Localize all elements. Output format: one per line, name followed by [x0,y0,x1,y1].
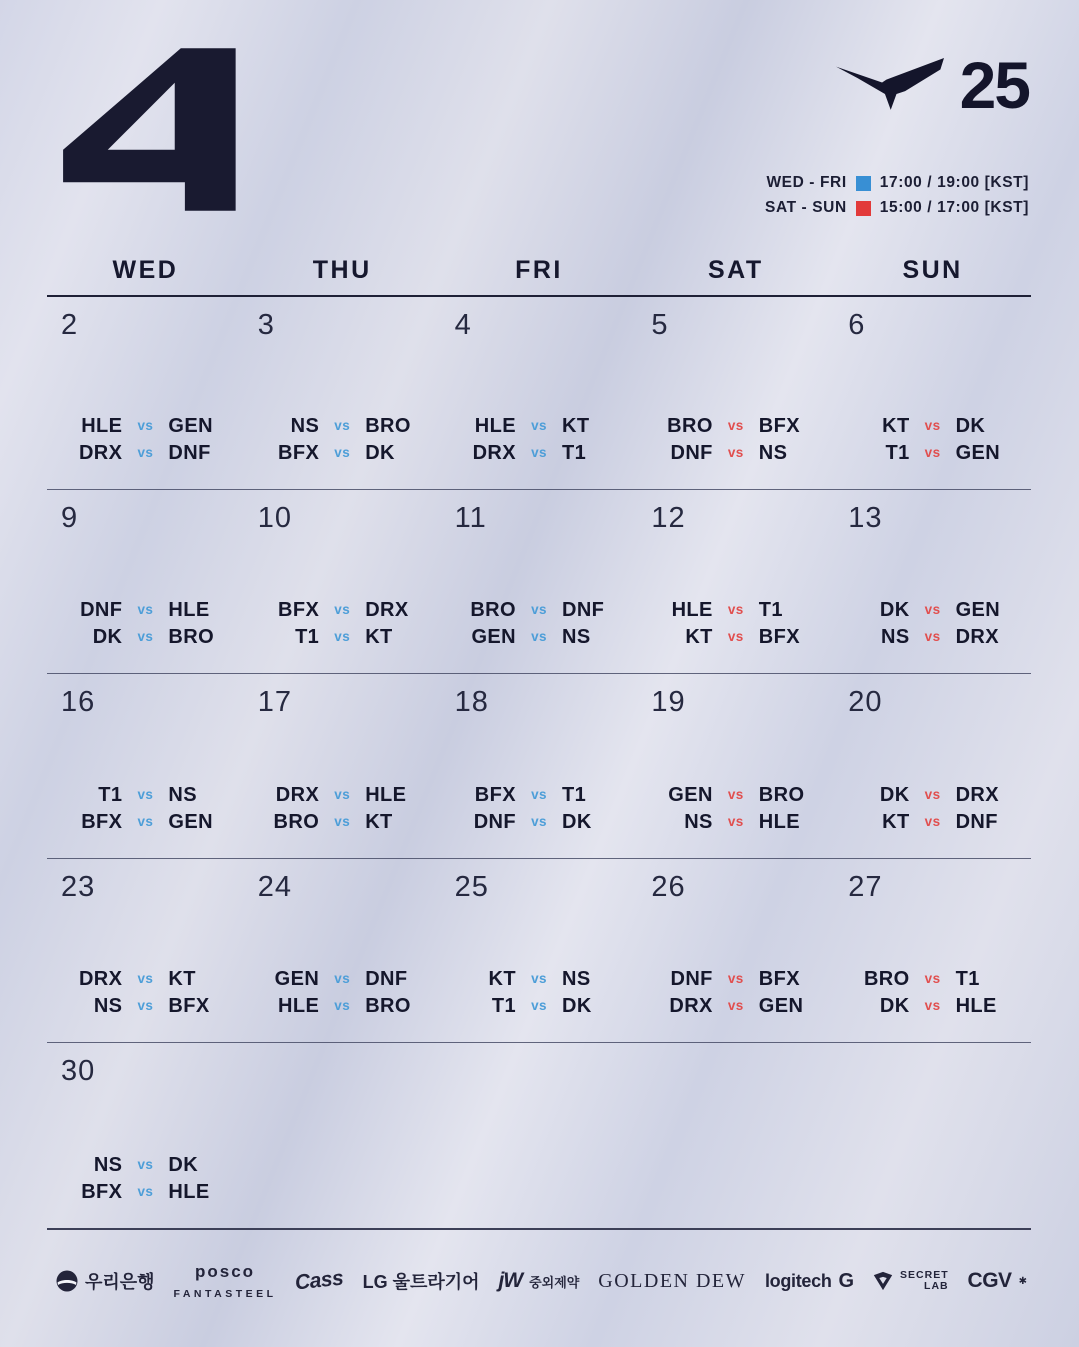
matches [244,600,441,647]
match-line [47,443,244,463]
vs-label: vs [531,998,547,1013]
vs-label: vs [924,998,941,1013]
match-line [441,600,638,620]
sponsor-cass [294,1266,345,1295]
woori-bank-icon [56,1270,78,1292]
vs-label: vs [924,814,941,829]
match-line [637,969,834,989]
matches [637,785,834,832]
team-name: GEN [274,968,320,990]
day-cell-6 [834,297,1031,489]
matches [441,600,638,647]
match-line [637,443,834,463]
team-name: DRX [472,442,516,464]
sponsor-jw-pharma [498,1269,579,1293]
week-row-5 [47,1043,1031,1230]
team-name: T1 [491,995,516,1017]
team-name: KT [365,626,393,648]
team-name: BFX [81,811,123,833]
match-line [441,443,638,463]
match-line [637,812,834,832]
vs-label: vs [727,629,744,644]
match-line [441,416,638,436]
vs-label: vs [334,602,351,617]
matches [834,416,1031,463]
sponsor-woori-bank [56,1268,155,1294]
match-line [834,627,1031,647]
day-cell-empty [244,1043,441,1228]
team-name: KT [685,626,713,648]
team-name: DK [168,1154,199,1176]
team-name: DRX [78,442,123,464]
date-label: 26 [651,871,686,903]
legend-row-0 [766,174,1029,192]
team-name: BRO [273,811,320,833]
week-row-2 [47,490,1031,674]
sponsor-cass-label: Cass [294,1266,345,1295]
match-line [47,969,244,989]
sponsor-posco-label: posco [194,1261,256,1281]
team-name: DRX [955,784,1000,806]
matches [637,600,834,647]
team-name: HLE [758,811,800,833]
sponsor-logitech-label: logitech [764,1270,832,1291]
vs-label: vs [531,787,547,802]
date-label: 27 [848,871,883,903]
team-name: DNF [562,599,605,621]
logitech-g-icon: G [838,1269,855,1292]
date-label: 3 [257,309,275,341]
team-name: KT [365,811,393,833]
vs-label: vs [924,445,941,460]
match-line [244,812,441,832]
matches [834,785,1031,832]
team-name: DK [955,415,986,437]
sponsor-lg-ultragear [363,1268,480,1294]
vs-label: vs [137,602,154,617]
vs-label: vs [137,629,154,644]
day-cell-3 [244,297,441,489]
legend-color-swatch [856,176,871,191]
team-name: DK [879,599,910,621]
team-name: BRO [365,415,411,437]
team-name: BRO [667,415,713,437]
team-name: T1 [885,442,910,464]
team-name: T1 [295,626,320,648]
team-name: BFX [474,784,516,806]
day-header-sun: SUN [902,256,963,284]
date-label: 6 [848,309,866,341]
team-name: BFX [758,415,800,437]
matches [441,785,638,832]
day-cell-9 [47,490,244,673]
day-cell-23 [47,859,244,1042]
matches [47,969,244,1016]
date-label: 12 [651,502,686,534]
date-label: 25 [454,871,489,903]
team-name: NS [562,626,591,648]
legend-days-label: SAT - SUN [765,199,847,216]
match-line [637,996,834,1016]
day-cell-25 [441,859,638,1042]
month-number-label [57,211,58,212]
day-cell-10 [244,490,441,673]
jw-logo-mark: jW [498,1269,523,1292]
legend-time-label: 15:00 / 17:00 [KST] [879,199,1029,216]
team-name: KT [168,968,196,990]
lck-bird-icon [836,53,944,117]
team-name: GEN [668,784,713,806]
team-name: NS [881,626,910,648]
vs-label: vs [137,418,154,433]
month-number [57,48,260,211]
date-label: 20 [848,686,883,718]
team-name: T1 [955,968,980,990]
team-name: DNF [670,442,713,464]
vs-label: vs [137,445,154,460]
legend-row-1 [765,199,1029,217]
date-label: 10 [257,502,293,534]
date-label: 5 [651,309,669,341]
day-cell-12 [637,490,834,673]
year-label: 25 [959,48,1029,122]
vs-label: vs [334,445,351,460]
vs-label: vs [334,998,351,1013]
vs-label: vs [727,814,744,829]
legend-time-label: 17:00 / 19:00 [KST] [879,174,1029,191]
match-line [244,443,441,463]
legend-color-swatch [856,201,871,216]
match-line [441,627,638,647]
day-cell-empty [637,1043,834,1228]
team-name: NS [290,415,320,437]
team-name: DRX [669,995,713,1017]
team-name: BFX [278,442,320,464]
date-label: 2 [61,309,79,341]
day-cell-27 [834,859,1031,1042]
matches [637,416,834,463]
team-name: DK [365,442,395,464]
vs-label: vs [727,787,744,802]
legend-days-label: WED - FRI [766,174,847,191]
matches [834,969,1031,1016]
team-name: NS [93,995,123,1017]
team-name: KT [882,811,910,833]
sponsor-lg-label: LG 울트라기어 [362,1272,480,1292]
date-label: 30 [61,1055,96,1087]
date-label: 18 [454,686,489,718]
vs-label: vs [924,971,941,986]
sponsor-cgv [968,1269,1027,1293]
day-cell-26 [637,859,834,1042]
team-name: NS [562,968,591,990]
week-row-4 [47,859,1031,1043]
team-name: GEN [758,995,804,1017]
sponsor-fantasteel-label: FANTASTEEL [173,1288,277,1301]
day-cell-30 [47,1043,244,1228]
matches [244,416,441,463]
vs-label: vs [137,971,154,986]
vs-label: vs [334,629,351,644]
sponsor-bar [56,1252,1027,1310]
sponsor-jw-label: 중외제약 [529,1274,580,1290]
vs-label: vs [334,418,351,433]
weeks-container [47,297,1031,1230]
sponsor-golden-dew-label: GOLDEN DEW [598,1269,747,1292]
vs-label: vs [531,602,547,617]
vs-label: vs [727,418,744,433]
matches [47,1155,244,1202]
team-name: BRO [863,968,910,990]
team-name: HLE [365,784,407,806]
team-name: DNF [168,442,211,464]
vs-label: vs [727,445,744,460]
vs-label: vs [334,971,351,986]
team-name: KT [562,415,590,437]
team-name: T1 [758,599,783,621]
match-line [47,785,244,805]
match-line [47,812,244,832]
match-line [441,969,638,989]
date-label: 16 [61,686,96,718]
matches [441,416,638,463]
team-name: HLE [278,995,320,1017]
team-name: DK [879,784,910,806]
date-label: 4 [454,309,472,341]
day-cell-19 [637,674,834,858]
day-cell-4 [441,297,638,489]
date-label: 17 [257,686,293,718]
team-name: BFX [278,599,320,621]
sponsor-cgv-label: CGV [967,1269,1012,1292]
month-number-figure [57,48,260,211]
day-cell-18 [441,674,638,858]
sponsor-posco-fantasteel [173,1262,276,1301]
match-line [244,600,441,620]
date-label: 19 [651,686,686,718]
team-name: DRX [275,784,320,806]
sponsor-woori-label: 우리은행 [85,1272,155,1292]
matches [47,600,244,647]
team-name: DNF [955,811,998,833]
sponsor-secretlab-label [900,1270,949,1292]
matches [441,969,638,1016]
match-line [834,600,1031,620]
vs-label: vs [531,418,547,433]
team-name: BFX [81,1181,123,1203]
match-line [47,1182,244,1202]
match-line [834,785,1031,805]
day-header-row [47,250,1031,297]
match-line [47,996,244,1016]
secretlab-bottom-label: LAB [924,1280,949,1292]
week-row-1 [47,297,1031,490]
team-name: BRO [758,784,805,806]
team-name: HLE [81,415,123,437]
match-line [441,785,638,805]
match-line [637,627,834,647]
match-line [834,996,1031,1016]
team-name: NS [758,442,788,464]
vs-label: vs [137,1184,154,1199]
match-line [244,785,441,805]
day-cell-20 [834,674,1031,858]
match-line [834,969,1031,989]
team-name: BRO [365,995,411,1017]
match-line [47,1155,244,1175]
vs-label: vs [137,1157,154,1172]
date-label: 9 [61,502,79,534]
team-name: GEN [471,626,516,648]
team-name: BFX [758,968,800,990]
day-cell-2 [47,297,244,489]
date-label: 24 [257,871,293,903]
team-name: DNF [365,968,408,990]
vs-label: vs [137,998,154,1013]
team-name: DNF [670,968,713,990]
match-line [244,969,441,989]
vs-label: vs [531,971,547,986]
day-cell-17 [244,674,441,858]
match-line [441,996,638,1016]
match-line [244,416,441,436]
date-label: 11 [454,502,487,534]
vs-label: vs [924,787,941,802]
matches [244,785,441,832]
week-row-3 [47,674,1031,859]
match-line [47,600,244,620]
team-name: DRX [365,599,409,621]
team-name: DK [562,995,592,1017]
team-name: T1 [562,784,587,806]
vs-label: vs [137,814,154,829]
team-name: KT [882,415,910,437]
team-name: T1 [562,442,587,464]
day-cell-16 [47,674,244,858]
team-name: KT [488,968,516,990]
vs-label: vs [137,787,154,802]
day-cell-empty [441,1043,638,1228]
team-name: HLE [955,995,997,1017]
vs-label: vs [334,787,351,802]
day-header-thu: THU [312,256,372,284]
lck-logo-block [836,48,1029,122]
team-name: NS [684,811,713,833]
match-line [244,627,441,647]
vs-label: vs [924,602,941,617]
vs-label: vs [531,814,547,829]
team-name: DNF [80,599,123,621]
day-cell-empty [834,1043,1031,1228]
team-name: HLE [671,599,713,621]
match-line [637,785,834,805]
vs-label: vs [727,602,744,617]
match-line [244,996,441,1016]
matches [834,600,1031,647]
team-name: GEN [955,442,1001,464]
team-name: HLE [474,415,516,437]
matches [47,416,244,463]
team-name: DNF [473,811,516,833]
team-name: T1 [98,784,123,806]
team-name: BRO [470,599,516,621]
team-name: GEN [955,599,1001,621]
team-name: BFX [168,995,210,1017]
match-line [47,627,244,647]
day-cell-11 [441,490,638,673]
team-name: GEN [168,415,213,437]
team-name: BFX [758,626,800,648]
team-name: NS [168,784,197,806]
team-name: DK [562,811,592,833]
day-cell-13 [834,490,1031,673]
team-name: HLE [168,599,210,621]
team-name: GEN [168,811,213,833]
day-header-sat: SAT [707,256,764,284]
vs-label: vs [924,418,941,433]
date-label: 23 [61,871,96,903]
time-legend [765,174,1029,217]
match-line [834,416,1031,436]
match-line [441,812,638,832]
team-name: BRO [168,626,215,648]
sponsor-logitech-g [765,1270,854,1293]
sponsor-secretlab [873,1270,949,1292]
team-name: DRX [955,626,1000,648]
team-name: DK [879,995,910,1017]
match-line [834,443,1031,463]
team-name: HLE [168,1181,210,1203]
matches [637,969,834,1016]
match-line [47,416,244,436]
match-line [637,600,834,620]
calendar [47,250,1031,1230]
team-name: NS [93,1154,123,1176]
matches [244,969,441,1016]
day-header-fri: FRI [515,256,563,284]
vs-label: vs [531,629,547,644]
vs-label: vs [727,998,744,1013]
vs-label: vs [334,814,351,829]
vs-label: vs [727,971,744,986]
day-cell-5 [637,297,834,489]
match-line [637,416,834,436]
sponsor-golden-dew [598,1270,746,1293]
day-cell-24 [244,859,441,1042]
vs-label: vs [924,629,941,644]
team-name: DRX [78,968,123,990]
secretlab-top-label: SECRET [900,1268,949,1281]
secretlab-shield-icon [873,1271,893,1291]
cgv-star-icon: ✱ [1018,1275,1027,1287]
vs-label: vs [531,445,547,460]
day-header-wed: WED [112,256,179,284]
matches [47,785,244,832]
date-label: 13 [848,502,883,534]
team-name: DK [92,626,123,648]
match-line [834,812,1031,832]
